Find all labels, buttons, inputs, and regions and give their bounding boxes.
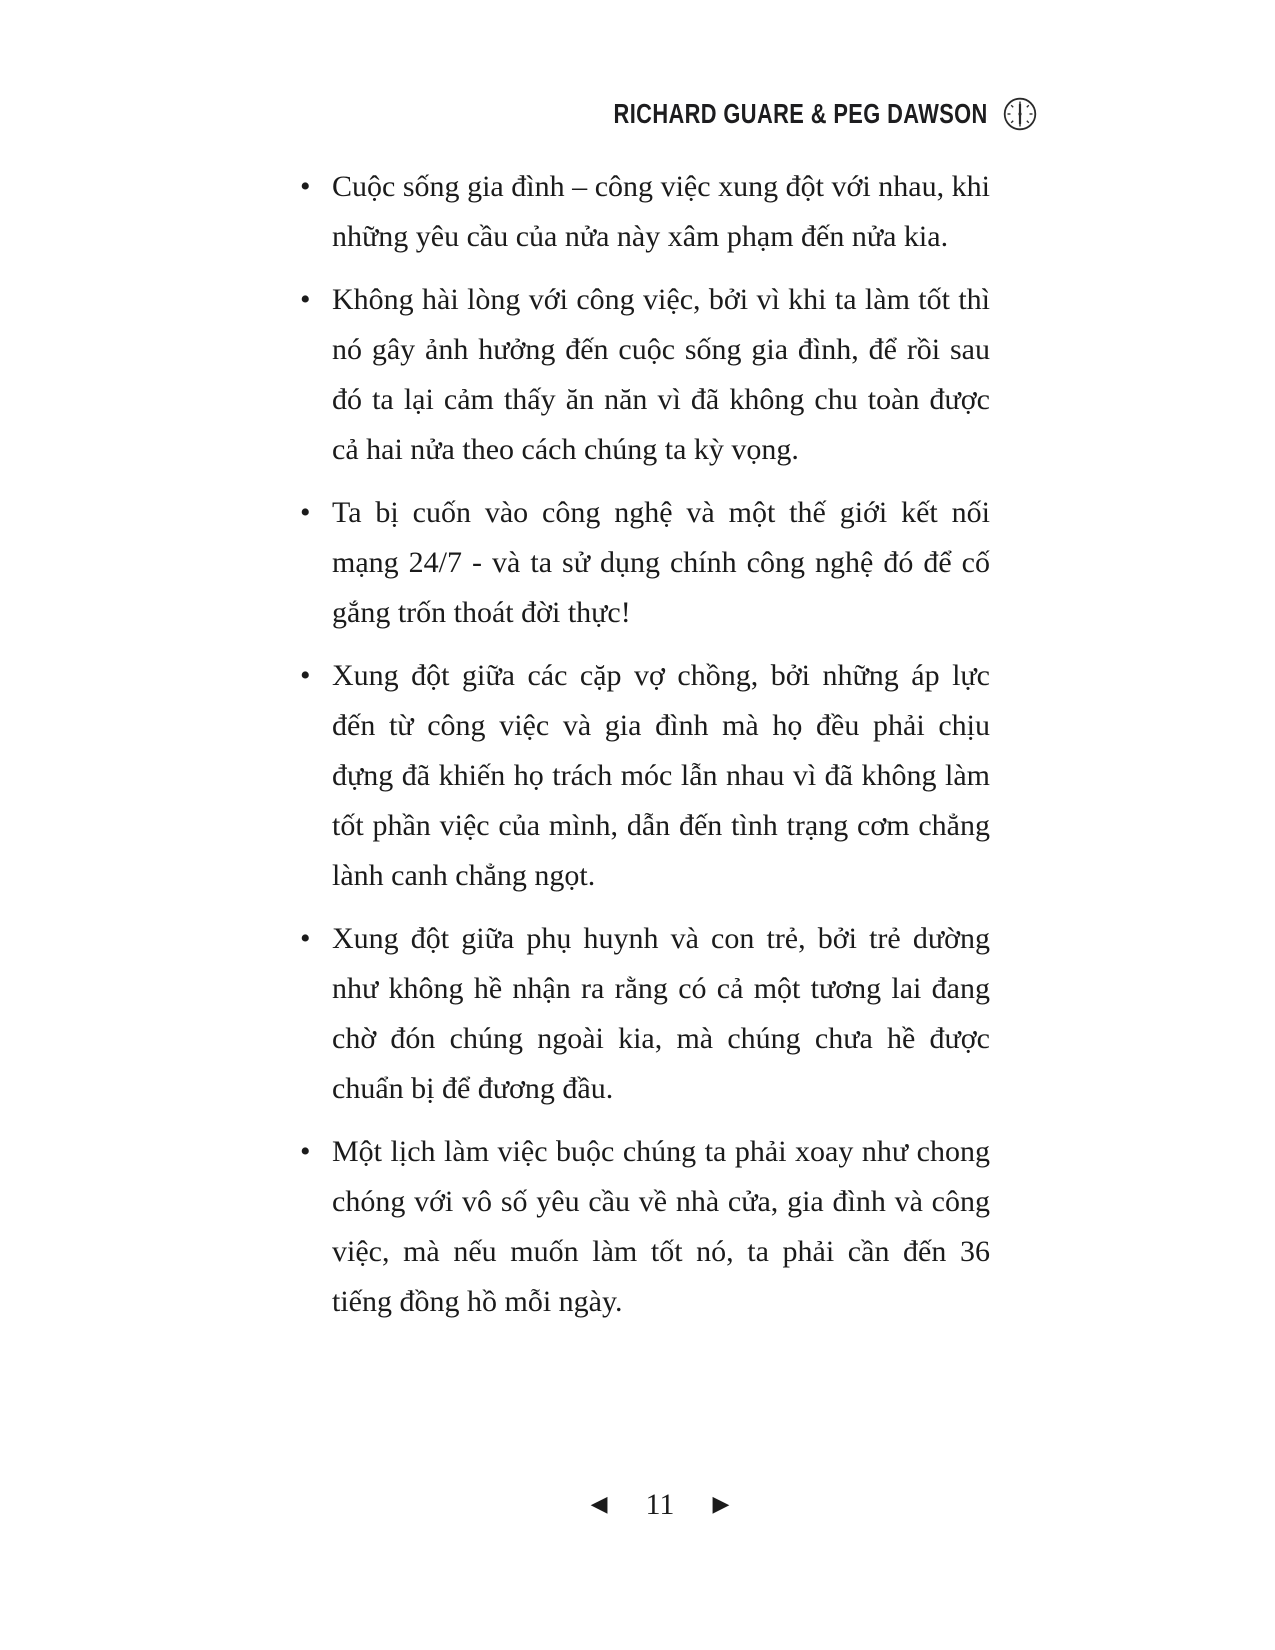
bullet-text: Ta bị cuốn vào công nghệ và một thế giới kết nối mạng 24/7 - và ta sử dụng chính công nghệ đó để cố gắng trốn thoát đời thực! — [332, 496, 990, 629]
bullet-text: Xung đột giữa các cặp vợ chồng, bởi những áp lực đến từ công việc và gia đình mà họ đều phải chịu đựng đã khiến họ trách móc lẫn nhau vì đã không làm tốt phần việc của mình, dẫn đến tình trạng cơm chẳng lành canh chẳng ngọt. — [332, 659, 990, 892]
bullet-item — [296, 488, 990, 638]
author-names: RICHARD GUARE & PEG DAWSON — [613, 98, 988, 129]
bullet-list — [296, 162, 990, 1340]
bullet-text: Cuộc sống gia đình – công việc xung đột với nhau, khi những yêu cầu của nửa này xâm phạm đến nửa kia. — [332, 170, 990, 253]
bullet-item — [296, 275, 990, 475]
bullet-item — [296, 914, 990, 1114]
bullet-item — [296, 651, 990, 901]
bullet-text: Một lịch làm việc buộc chúng ta phải xoay như chong chóng với vô số yêu cầu về nhà cửa, gia đình và công việc, mà nếu muốn làm tốt nó, ta phải cần đến 36 tiếng đồng hồ mỗi ngày. — [332, 1135, 990, 1318]
bullet-text: Xung đột giữa phụ huynh và con trẻ, bởi trẻ dường như không hề nhận ra rằng có cả một tương lai đang chờ đón chúng ngoài kia, mà chúng chưa hề được chuẩn bị để đương đầu. — [332, 922, 990, 1105]
next-page-arrow[interactable]: ▶ — [712, 1492, 730, 1517]
bullet-item — [296, 162, 990, 262]
bullet-text: Không hài lòng với công việc, bởi vì khi ta làm tốt thì nó gây ảnh hưởng đến cuộc sống gia đình, để rồi sau đó ta lại cảm thấy ăn năn vì đã không chu toàn được cả hai nửa theo cách chúng ta kỳ vọng. — [332, 283, 990, 466]
page-footer — [330, 1490, 990, 1520]
bullet-item — [296, 1127, 990, 1327]
page-number: 11 — [645, 1488, 675, 1521]
page-header — [508, 96, 1038, 132]
clock-icon — [1002, 96, 1038, 132]
prev-page-arrow[interactable]: ◀ — [590, 1492, 608, 1517]
